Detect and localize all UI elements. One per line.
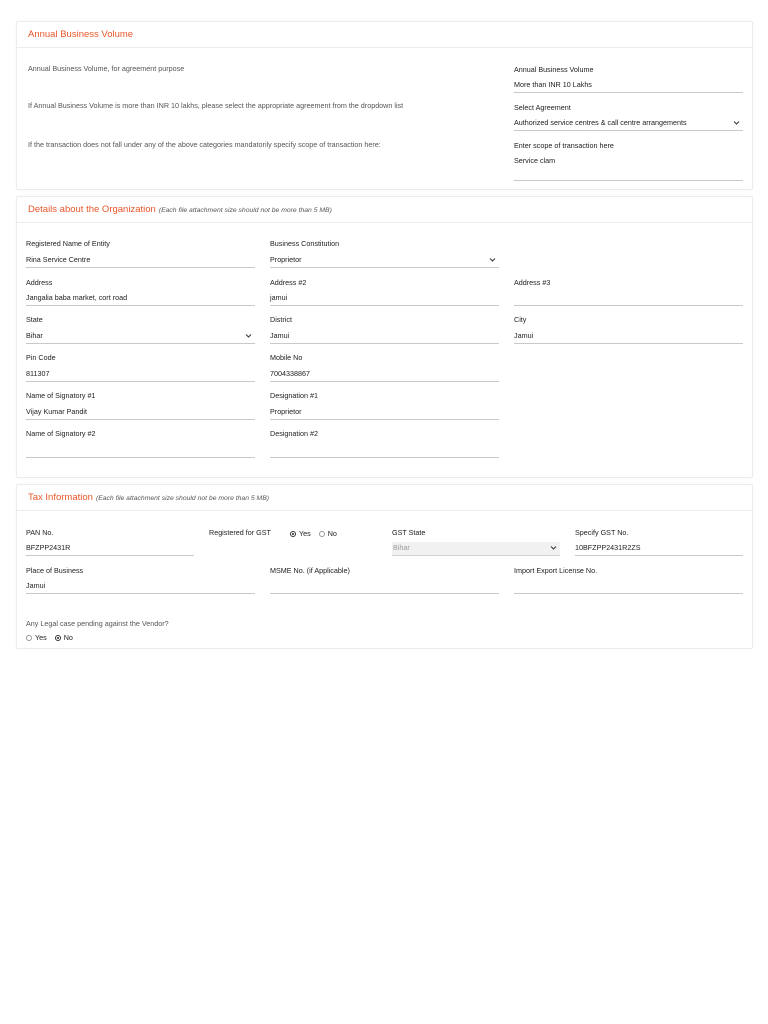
constitution-value: Proprietor (270, 255, 302, 264)
address2-value: jamui (270, 293, 288, 302)
address-input[interactable] (26, 292, 255, 306)
gst-number-input[interactable] (575, 542, 743, 556)
tax-section-title: Tax Information (28, 492, 93, 503)
agreement-select[interactable] (514, 117, 743, 131)
mobile-input[interactable] (270, 368, 499, 382)
gst-number-value: 10BFZPP2431R2ZS (575, 543, 641, 552)
designation1-value: Proprietor (270, 407, 302, 416)
scope-question: If the transaction does not fall under any of the above categories mandatorily specify scope of transaction here: (28, 140, 381, 149)
volume-question: Annual Business Volume, for agreement purpose (28, 64, 185, 73)
gst-no-option[interactable] (319, 529, 337, 538)
legal-yes-radio[interactable] (26, 635, 32, 641)
legal-yes-option[interactable] (26, 633, 47, 642)
designation2-input[interactable] (270, 444, 499, 458)
constitution-label: Business Constitution (270, 239, 340, 248)
address-value: Jangalia baba market, cort road (26, 293, 128, 302)
pin-value: 811307 (26, 369, 50, 378)
pan-label: PAN No. (26, 528, 54, 537)
gst-no-radio[interactable] (319, 531, 325, 537)
pin-label: Pin Code (26, 353, 56, 362)
org-section-header (17, 197, 752, 223)
gst-state-select[interactable] (392, 542, 560, 556)
mobile-value: 7004338867 (270, 369, 310, 378)
legal-no-label: No (63, 633, 73, 642)
annual-section-header (17, 22, 752, 48)
address3-label: Address #3 (514, 278, 551, 287)
chevron-down-icon (489, 256, 496, 263)
tax-section (16, 484, 753, 649)
address2-input[interactable] (270, 292, 499, 306)
gst-no-label: No (327, 529, 337, 538)
agreement-label: Select Agreement (514, 103, 571, 112)
constitution-select[interactable] (270, 254, 499, 268)
district-input[interactable] (270, 330, 499, 344)
state-select[interactable] (26, 330, 255, 344)
organization-section (16, 196, 753, 478)
pin-input[interactable] (26, 368, 255, 382)
mobile-label: Mobile No (270, 353, 303, 362)
iel-label: Import Export License No. (514, 566, 598, 575)
volume-value: More than INR 10 Lakhs (514, 80, 592, 89)
gst-state-label: GST State (392, 528, 426, 537)
volume-field[interactable] (514, 79, 743, 93)
place-label: Place of Business (26, 566, 84, 575)
pan-input[interactable] (26, 542, 194, 556)
gst-state-value: Bihar (393, 543, 410, 552)
scope-value: Service clam (514, 156, 556, 165)
msme-input[interactable] (270, 580, 499, 594)
scope-input[interactable] (514, 155, 743, 181)
annual-section-title: Annual Business Volume (28, 29, 134, 40)
annual-business-volume-section (16, 21, 753, 190)
place-value: Jamui (26, 581, 46, 590)
gst-yes-label: Yes (299, 529, 311, 538)
gst-yes-radio[interactable] (290, 531, 296, 537)
tax-section-note: (Each file attachment size should not be more than 5 MB) (95, 495, 269, 502)
msme-label: MSME No. (if Applicable) (270, 566, 350, 575)
org-section-title: Details about the Organization (28, 204, 156, 215)
chevron-down-icon (733, 119, 740, 126)
designation1-input[interactable] (270, 406, 499, 420)
address2-label: Address #2 (270, 278, 307, 287)
district-value: Jamui (270, 331, 290, 340)
signatory1-value: Vijay Kumar Pandit (26, 407, 87, 416)
org-section-note: (Each file attachment size should not be more than 5 MB) (158, 207, 332, 214)
address3-input[interactable] (514, 292, 743, 306)
scope-label: Enter scope of transaction here (514, 141, 614, 150)
district-label: District (270, 315, 292, 324)
chevron-down-icon (245, 332, 252, 339)
designation2-label: Designation #2 (270, 429, 318, 438)
signatory1-label: Name of Signatory #1 (26, 391, 96, 400)
legal-case-radio-group (26, 633, 81, 642)
volume-label: Annual Business Volume (514, 65, 594, 74)
address-label: Address (26, 278, 53, 287)
city-label: City (514, 315, 527, 324)
legal-yes-label: Yes (35, 633, 47, 642)
entity-input[interactable] (26, 254, 255, 268)
state-value: Bihar (26, 331, 43, 340)
legal-case-label: Any Legal case pending against the Vendor? (26, 619, 169, 628)
signatory2-label: Name of Signatory #2 (26, 429, 96, 438)
signatory2-input[interactable] (26, 444, 255, 458)
chevron-down-icon (550, 544, 557, 551)
gst-registered-label: Registered for GST (209, 528, 271, 537)
agreement-value: Authorized service centres & call centre arrangements (514, 118, 687, 127)
legal-no-option[interactable] (55, 633, 73, 642)
gst-registered-radio-group (290, 529, 345, 538)
city-value: Jamui (514, 331, 534, 340)
state-label: State (26, 315, 43, 324)
tax-section-header (17, 485, 752, 511)
city-input[interactable] (514, 330, 743, 344)
iel-input[interactable] (514, 580, 743, 594)
agreement-question: If Annual Business Volume is more than INR 10 lakhs, please select the appropriate agreement from the dropdown list (28, 101, 404, 110)
gst-yes-option[interactable] (290, 529, 311, 538)
place-input[interactable] (26, 580, 255, 594)
gst-number-label: Specify GST No. (575, 528, 629, 537)
pan-value: BFZPP2431R (26, 543, 71, 552)
signatory1-input[interactable] (26, 406, 255, 420)
designation1-label: Designation #1 (270, 391, 318, 400)
entity-value: Rina Service Centre (26, 255, 91, 264)
entity-label: Registered Name of Entity (26, 239, 110, 248)
legal-no-radio[interactable] (55, 635, 61, 641)
